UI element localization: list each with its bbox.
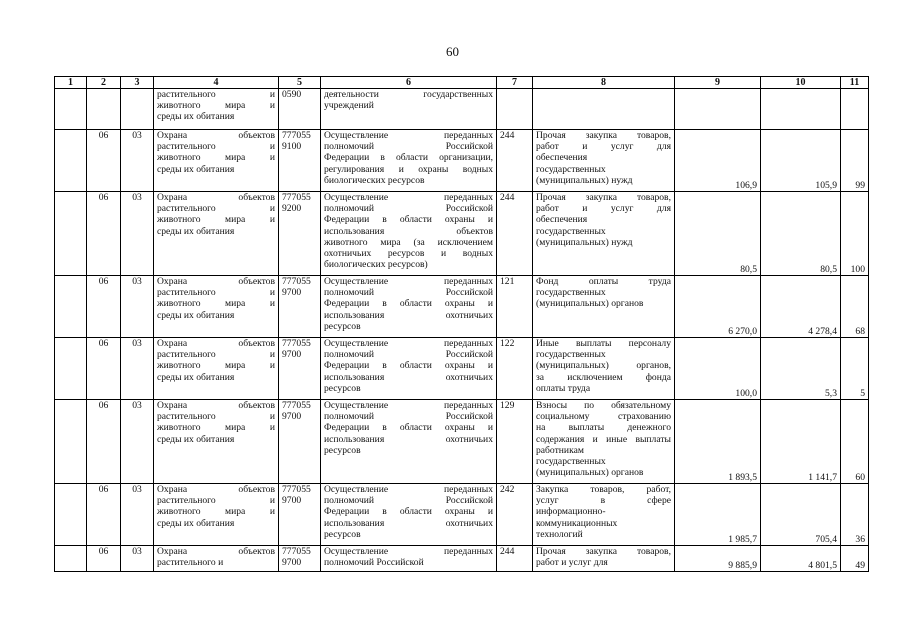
table-body <box>55 89 869 572</box>
cell-target-description <box>321 484 497 546</box>
cell-item-name-line: среды их обитания <box>157 163 235 175</box>
cell-target-description-line: животного мира (за исключением <box>324 236 493 248</box>
cell-section: 06 <box>87 338 121 400</box>
cell-item-name-line: Охрана объектов <box>157 130 275 141</box>
cell-item-name-line: растительного и <box>157 287 275 299</box>
cell-expense-description-line: Иные выплаты персоналу <box>536 338 671 349</box>
cell-planned: 80,5 <box>675 192 761 276</box>
table-row <box>55 338 869 400</box>
cell-executed: 4 278,4 <box>761 276 841 338</box>
cell-target-code-line: 9700 <box>282 411 302 423</box>
cell-expense-description-line: на выплаты денежного <box>536 422 671 434</box>
cell-planned: 106,9 <box>675 130 761 192</box>
cell-planned <box>675 89 761 130</box>
table-row <box>55 130 869 192</box>
cell-expense-description-line: информационно- <box>536 506 606 518</box>
cell-expense-description-line: государственных <box>536 349 606 361</box>
budget-table <box>54 76 869 572</box>
cell-target-description-line: Осуществление переданных <box>324 338 493 349</box>
cell-expense-type: 244 <box>497 192 533 276</box>
cell-item-name-line: среды их обитания <box>157 225 235 237</box>
cell-expense-type: 122 <box>497 338 533 400</box>
table-row <box>55 484 869 546</box>
cell-expense-description-line: Прочая закупка товаров, <box>536 130 671 141</box>
cell-expense-description-line: за исключением фонда <box>536 371 671 383</box>
cell-item-name-line: животного мира и <box>157 360 275 372</box>
cell-expense-description-line: работникам <box>536 444 584 456</box>
cell-expense-description-line: Закупка товаров, работ, <box>536 484 671 495</box>
cell-expense-description-line: Фонд оплаты труда <box>536 276 671 287</box>
cell-expense-description-line: государственных <box>536 225 606 237</box>
cell-target-code <box>279 338 321 400</box>
cell-target-description-line: использования охотничьих <box>324 309 493 321</box>
cell-expense-description-line: технологий <box>536 528 583 540</box>
cell-expense-description-line: оплаты труда <box>536 382 591 394</box>
cell-target-description-line: использования охотничьих <box>324 433 493 445</box>
cell-expense-description-line: работ и услуг для <box>536 203 671 215</box>
cell-item-name-line: растительного и <box>157 557 224 569</box>
table-row <box>55 89 869 130</box>
cell-subsection <box>121 89 154 130</box>
cell-expense-description-line: обеспечения <box>536 214 588 226</box>
cell-target-description-line: полномочий Российской <box>324 287 493 299</box>
cell-section: 06 <box>87 192 121 276</box>
table-row <box>55 400 869 484</box>
cell-subsection: 03 <box>121 338 154 400</box>
col-header: 8 <box>533 77 675 89</box>
cell-target-description-line: Федерации в области охраны и <box>324 298 493 310</box>
cell-col1 <box>55 484 87 546</box>
cell-expense-description-line: (муниципальных) нужд <box>536 174 633 186</box>
cell-subsection: 03 <box>121 276 154 338</box>
cell-target-description-line: Осуществление переданных <box>324 400 493 411</box>
cell-item-name-line: животного мира и <box>157 506 275 518</box>
cell-target-code-line: 0590 <box>282 89 302 100</box>
cell-target-description <box>321 276 497 338</box>
cell-item-name <box>154 89 279 130</box>
cell-target-description-line: полномочий Российской <box>324 411 493 423</box>
cell-expense-description-line: (муниципальных) органов <box>536 467 644 479</box>
cell-expense-description-line: Прочая закупка товаров, <box>536 546 671 557</box>
cell-item-name <box>154 484 279 546</box>
cell-target-description-line: ресурсов <box>324 444 361 456</box>
cell-target-code <box>279 400 321 484</box>
cell-col1 <box>55 130 87 192</box>
cell-target-code-line: 777055 <box>282 130 311 141</box>
cell-item-name-line: животного мира и <box>157 422 275 434</box>
cell-expense-description-line: Прочая закупка товаров, <box>536 192 671 203</box>
cell-target-code-line: 9700 <box>282 349 302 361</box>
cell-target-code-line: 777055 <box>282 276 311 287</box>
cell-expense-type <box>497 89 533 130</box>
cell-col1 <box>55 338 87 400</box>
cell-expense-description-line: содержания и иные выплаты <box>536 433 671 445</box>
cell-percent: 60 <box>841 400 869 484</box>
cell-target-code-line: 9700 <box>282 557 302 569</box>
col-header: 9 <box>675 77 761 89</box>
cell-item-name-line: животного мира и <box>157 100 275 112</box>
cell-item-name-line: растительного и <box>157 89 275 100</box>
cell-item-name-line: среды их обитания <box>157 371 235 383</box>
cell-expense-description <box>533 130 675 192</box>
cell-planned: 100,0 <box>675 338 761 400</box>
cell-target-description <box>321 89 497 130</box>
cell-expense-description <box>533 338 675 400</box>
cell-section: 06 <box>87 276 121 338</box>
cell-target-description-line: деятельности государственных <box>324 89 493 100</box>
cell-item-name-line: среды их обитания <box>157 309 235 321</box>
cell-expense-description-line: государственных <box>536 456 606 468</box>
cell-target-description <box>321 338 497 400</box>
cell-expense-type: 121 <box>497 276 533 338</box>
cell-target-description-line: ресурсов <box>324 528 361 540</box>
cell-item-name-line: Охрана объектов <box>157 338 275 349</box>
cell-target-description-line: Федерации в области организации, <box>324 152 493 164</box>
cell-target-code-line: 777055 <box>282 192 311 203</box>
cell-target-code-line: 777055 <box>282 400 311 411</box>
cell-subsection: 03 <box>121 400 154 484</box>
page-number: 60 <box>446 44 459 59</box>
cell-target-description-line: использования охотничьих <box>324 371 493 383</box>
cell-executed: 105,9 <box>761 130 841 192</box>
cell-target-description-line: Осуществление переданных <box>324 276 493 287</box>
cell-expense-description <box>533 400 675 484</box>
cell-target-description-line: биологических ресурсов) <box>324 259 428 271</box>
cell-section: 06 <box>87 400 121 484</box>
cell-subsection: 03 <box>121 192 154 276</box>
cell-expense-description-line: социальному страхованию <box>536 411 671 423</box>
cell-target-code-line: 777055 <box>282 484 311 495</box>
cell-planned: 1 893,5 <box>675 400 761 484</box>
cell-target-description-line: Осуществление переданных <box>324 130 493 141</box>
cell-item-name-line: растительного и <box>157 141 275 153</box>
col-header: 10 <box>761 77 841 89</box>
cell-executed: 4 801,5 <box>761 546 841 572</box>
cell-expense-description-line: (муниципальных) нужд <box>536 236 633 248</box>
cell-target-description <box>321 130 497 192</box>
cell-target-description-line: Федерации в области охраны и <box>324 214 493 226</box>
cell-target-code <box>279 130 321 192</box>
cell-target-code <box>279 546 321 572</box>
cell-item-name <box>154 192 279 276</box>
cell-target-description-line: Осуществление переданных <box>324 484 493 495</box>
cell-item-name-line: среды их обитания <box>157 517 235 529</box>
cell-subsection: 03 <box>121 130 154 192</box>
cell-expense-description-line: (муниципальных) органов, <box>536 360 671 372</box>
cell-target-description-line: Осуществление переданных <box>324 192 493 203</box>
cell-executed <box>761 89 841 130</box>
cell-percent: 99 <box>841 130 869 192</box>
cell-col1 <box>55 276 87 338</box>
cell-target-code-line: 9700 <box>282 287 302 299</box>
cell-subsection: 03 <box>121 484 154 546</box>
cell-executed: 80,5 <box>761 192 841 276</box>
cell-item-name <box>154 546 279 572</box>
cell-planned: 9 885,9 <box>675 546 761 572</box>
cell-col1 <box>55 89 87 130</box>
cell-executed: 1 141,7 <box>761 400 841 484</box>
cell-expense-type: 244 <box>497 130 533 192</box>
cell-item-name-line: среды их обитания <box>157 433 235 445</box>
cell-target-code <box>279 89 321 130</box>
cell-target-description-line: учреждений <box>324 100 374 112</box>
cell-section: 06 <box>87 484 121 546</box>
col-header: 6 <box>321 77 497 89</box>
cell-item-name-line: среды их обитания <box>157 111 235 123</box>
cell-percent: 36 <box>841 484 869 546</box>
cell-expense-description-line: обеспечения <box>536 152 588 164</box>
cell-col1 <box>55 400 87 484</box>
cell-target-description-line: охотничьих ресурсов и водных <box>324 248 493 260</box>
cell-expense-description-line: работ и услуг для <box>536 557 608 569</box>
cell-item-name-line: животного мира и <box>157 152 275 164</box>
cell-target-description-line: регулирования и охраны водных <box>324 163 493 175</box>
cell-executed: 5,3 <box>761 338 841 400</box>
cell-target-description-line: Осуществление переданных <box>324 546 493 557</box>
cell-target-description-line: полномочий Российской <box>324 203 493 215</box>
cell-percent: 68 <box>841 276 869 338</box>
cell-item-name <box>154 338 279 400</box>
cell-col1 <box>55 546 87 572</box>
cell-target-description-line: Федерации в области охраны и <box>324 360 493 372</box>
cell-target-description-line: ресурсов <box>324 382 361 394</box>
cell-section: 06 <box>87 130 121 192</box>
cell-item-name <box>154 400 279 484</box>
cell-expense-description <box>533 484 675 546</box>
cell-percent: 100 <box>841 192 869 276</box>
table-row <box>55 276 869 338</box>
cell-col1 <box>55 192 87 276</box>
cell-item-name-line: растительного и <box>157 203 275 215</box>
cell-expense-description <box>533 546 675 572</box>
cell-target-code <box>279 484 321 546</box>
cell-target-description <box>321 192 497 276</box>
cell-target-description-line: полномочий Российской <box>324 495 493 507</box>
cell-item-name-line: растительного и <box>157 495 275 507</box>
cell-expense-description-line: (муниципальных) органов <box>536 298 644 310</box>
col-header: 1 <box>55 77 87 89</box>
col-header: 11 <box>841 77 869 89</box>
cell-item-name-line: Охрана объектов <box>157 546 275 557</box>
cell-target-code <box>279 192 321 276</box>
col-header: 5 <box>279 77 321 89</box>
cell-expense-description <box>533 89 675 130</box>
cell-expense-description <box>533 192 675 276</box>
cell-expense-description-line: коммуникационных <box>536 517 618 529</box>
cell-target-code-line: 9200 <box>282 203 302 215</box>
cell-target-code <box>279 276 321 338</box>
cell-percent <box>841 89 869 130</box>
cell-planned: 6 270,0 <box>675 276 761 338</box>
cell-expense-description <box>533 276 675 338</box>
cell-target-description-line: биологических ресурсов <box>324 174 425 186</box>
col-header: 2 <box>87 77 121 89</box>
cell-target-description-line: ресурсов <box>324 320 361 332</box>
cell-target-description-line: Федерации в области охраны и <box>324 506 493 518</box>
table-row <box>55 546 869 572</box>
cell-item-name-line: Охрана объектов <box>157 192 275 203</box>
cell-expense-type: 244 <box>497 546 533 572</box>
cell-target-description <box>321 546 497 572</box>
table-row <box>55 192 869 276</box>
cell-target-description-line: полномочий Российской <box>324 141 493 153</box>
col-header: 3 <box>121 77 154 89</box>
cell-item-name-line: животного мира и <box>157 298 275 310</box>
cell-item-name-line: растительного и <box>157 411 275 423</box>
cell-target-code-line: 777055 <box>282 546 311 557</box>
cell-target-description-line: Федерации в области охраны и <box>324 422 493 434</box>
cell-expense-description-line: услуг в сфере <box>536 495 671 507</box>
cell-expense-type: 242 <box>497 484 533 546</box>
cell-section <box>87 89 121 130</box>
cell-target-description-line: полномочий Российской <box>324 349 493 361</box>
cell-item-name <box>154 276 279 338</box>
cell-item-name <box>154 130 279 192</box>
col-header: 7 <box>497 77 533 89</box>
table-header-row <box>55 77 869 89</box>
cell-target-code-line: 777055 <box>282 338 311 349</box>
cell-expense-type: 129 <box>497 400 533 484</box>
cell-section: 06 <box>87 546 121 572</box>
cell-expense-description-line: работ и услуг для <box>536 141 671 153</box>
cell-expense-description-line: государственных <box>536 287 606 299</box>
cell-expense-description-line: Взносы по обязательному <box>536 400 671 411</box>
cell-target-code-line: 9700 <box>282 495 302 507</box>
cell-target-description <box>321 400 497 484</box>
cell-target-description-line: полномочий Российской <box>324 557 424 569</box>
cell-executed: 705,4 <box>761 484 841 546</box>
cell-item-name-line: Охрана объектов <box>157 276 275 287</box>
cell-item-name-line: Охрана объектов <box>157 484 275 495</box>
cell-percent: 49 <box>841 546 869 572</box>
cell-percent: 5 <box>841 338 869 400</box>
cell-target-description-line: использования объектов <box>324 225 493 237</box>
col-header: 4 <box>154 77 279 89</box>
cell-planned: 1 985,7 <box>675 484 761 546</box>
cell-expense-description-line: государственных <box>536 163 606 175</box>
cell-item-name-line: животного мира и <box>157 214 275 226</box>
cell-item-name-line: Охрана объектов <box>157 400 275 411</box>
cell-target-description-line: использования охотничьих <box>324 517 493 529</box>
cell-target-code-line: 9100 <box>282 141 302 153</box>
cell-subsection: 03 <box>121 546 154 572</box>
cell-item-name-line: растительного и <box>157 349 275 361</box>
